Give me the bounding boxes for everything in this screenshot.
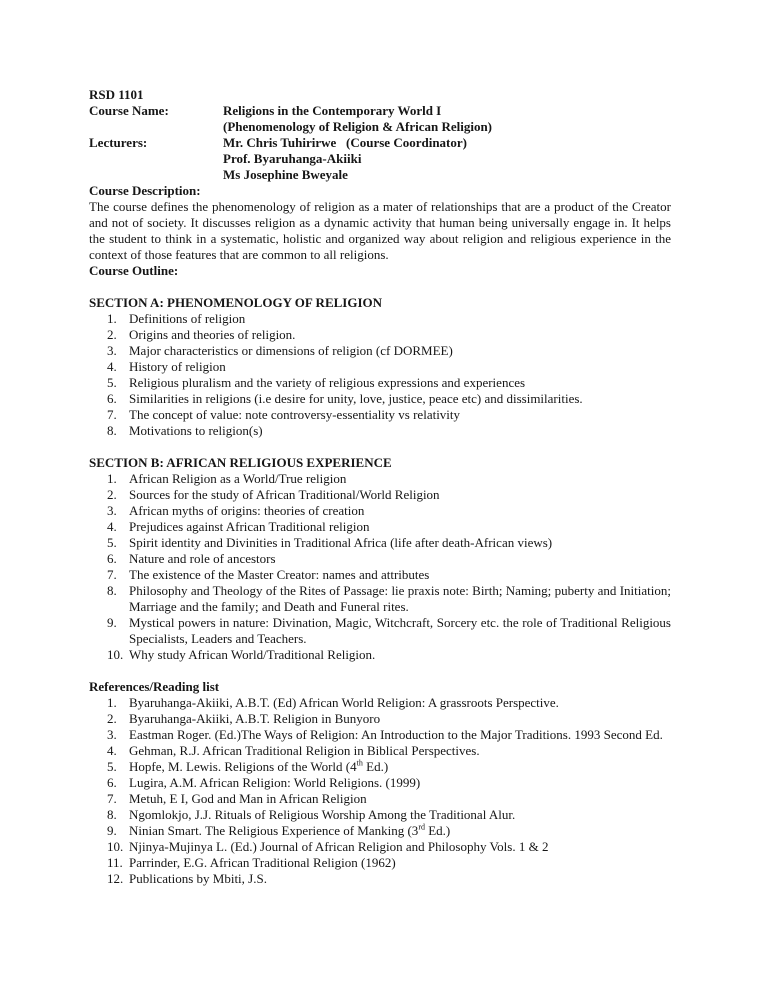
item-text	[129, 855, 396, 870]
item-text: History of religion	[129, 359, 226, 374]
reference-text: Njinya-Mujinya L. (Ed.) Journal of African Religion and Philosophy Vols. 1 & 2	[129, 839, 549, 854]
reference-text: Hopfe, M. Lewis. Religions of the World (4	[129, 759, 357, 774]
reference-text: Eastman Roger. (Ed.)The Ways of Religion: An Introduction to the Major Traditions. 1993 Second Ed.	[129, 727, 663, 742]
list-item	[89, 519, 671, 535]
document-page	[89, 87, 671, 887]
item-number: 5.	[107, 375, 117, 390]
item-text: Philosophy and Theology of the Rites of Passage: lie praxis note: Birth; Naming; puberty and Initiation; Marriage and the family; and Death and Funeral rites.	[129, 583, 671, 614]
superscript-text: rd	[418, 822, 425, 832]
item-text: Major characteristics or dimensions of religion (cf DORMEE)	[129, 343, 453, 358]
references-list	[89, 695, 671, 887]
section-b-list	[89, 471, 671, 663]
item-number: 8.	[107, 807, 117, 822]
course-name-label: Course Name:	[89, 103, 169, 118]
lecturer-3: Ms Josephine Bweyale	[223, 167, 348, 182]
list-item	[89, 487, 671, 503]
reference-item	[89, 743, 671, 759]
item-number: 6.	[107, 775, 117, 790]
course-outline-label: Course Outline:	[89, 263, 179, 278]
item-text: Origins and theories of religion.	[129, 327, 296, 342]
item-text: Why study African World/Traditional Religion.	[129, 647, 376, 662]
item-number: 10.	[107, 839, 124, 854]
section-a-list	[89, 311, 671, 439]
item-number: 7.	[107, 567, 117, 582]
list-item	[89, 423, 671, 439]
item-number: 6.	[107, 551, 117, 566]
item-number: 10.	[107, 647, 124, 662]
item-number: 8.	[107, 423, 117, 438]
list-item	[89, 471, 671, 487]
list-item	[89, 311, 671, 327]
item-number: 5.	[107, 759, 117, 774]
item-number: 9.	[107, 615, 117, 630]
list-item	[89, 327, 671, 343]
reference-item	[89, 791, 671, 807]
reference-item	[89, 727, 671, 743]
references-heading: References/Reading list	[89, 679, 220, 694]
reference-item	[89, 839, 671, 855]
reference-item	[89, 823, 671, 839]
item-number: 7.	[107, 407, 117, 422]
item-text: African myths of origins: theories of creation	[129, 503, 365, 518]
reference-text: Ngomlokjo, J.J. Rituals of Religious Worship Among the Traditional Alur.	[129, 807, 516, 822]
item-text	[129, 871, 267, 886]
reference-item	[89, 759, 671, 775]
reference-text: Byaruhanga-Akiiki, A.B.T. (Ed) African World Religion: A grassroots Perspective.	[129, 695, 559, 710]
item-text	[129, 839, 548, 854]
list-item	[89, 359, 671, 375]
spacer	[89, 279, 671, 295]
item-number: 5.	[107, 535, 117, 550]
list-item	[89, 583, 671, 615]
reference-text-tail: Ed.)	[424, 823, 451, 838]
list-item	[89, 375, 671, 391]
reference-text: Publications by Mbiti, J.S.	[129, 871, 267, 886]
item-text: The concept of value: note controversy-essentiality vs relativity	[129, 407, 461, 422]
course-name-line2: (Phenomenology of Religion & African Religion)	[223, 119, 493, 134]
item-text	[129, 711, 380, 726]
item-text: Religious pluralism and the variety of religious expressions and experiences	[129, 375, 526, 390]
item-number: 11.	[107, 855, 123, 870]
item-number: 3.	[107, 503, 117, 518]
reference-text: Ninian Smart. The Religious Experience of Manking (3	[129, 823, 419, 838]
item-number: 8.	[107, 583, 117, 598]
item-text: Motivations to religion(s)	[129, 423, 263, 438]
reference-item	[89, 775, 671, 791]
item-number: 12.	[107, 871, 124, 886]
item-text	[129, 791, 367, 806]
spacer	[89, 439, 671, 455]
item-number: 4.	[107, 359, 117, 374]
section-b-heading: SECTION B: AFRICAN RELIGIOUS EXPERIENCE	[89, 455, 392, 470]
item-text: African Religion as a World/True religion	[129, 471, 347, 486]
item-number: 4.	[107, 743, 117, 758]
superscript-text: th	[356, 758, 363, 768]
item-number: 9.	[107, 823, 117, 838]
item-text: Similarities in religions (i.e desire for unity, love, justice, peace etc) and dissimilarities.	[129, 391, 583, 406]
lecturer-1: Mr. Chris Tuhirirwe (Course Coordinator)	[223, 135, 467, 150]
item-number: 2.	[107, 487, 117, 502]
list-item	[89, 503, 671, 519]
item-text: Definitions of religion	[129, 311, 246, 326]
reference-text: Metuh, E I, God and Man in African Religion	[129, 791, 367, 806]
reference-text: Parrinder, E.G. African Traditional Religion (1962)	[129, 855, 396, 870]
item-number: 7.	[107, 791, 117, 806]
item-text	[129, 807, 515, 822]
lecturers-label: Lecturers:	[89, 135, 148, 150]
item-text	[129, 727, 663, 742]
item-text	[129, 759, 388, 774]
course-description-label: Course Description:	[89, 183, 201, 198]
item-number: 2.	[107, 327, 117, 342]
list-item	[89, 391, 671, 407]
item-number: 1.	[107, 311, 117, 326]
list-item	[89, 535, 671, 551]
course-header	[89, 87, 671, 183]
item-text: The existence of the Master Creator: names and attributes	[129, 567, 430, 582]
course-name-line1: Religions in the Contemporary World I	[223, 103, 442, 118]
list-item	[89, 567, 671, 583]
item-number: 1.	[107, 695, 117, 710]
reference-item	[89, 807, 671, 823]
item-text	[129, 775, 420, 790]
reference-text-tail: Ed.)	[362, 759, 389, 774]
item-text: Prejudices against African Traditional religion	[129, 519, 370, 534]
item-text: Nature and role of ancestors	[129, 551, 276, 566]
item-text	[129, 823, 450, 838]
item-number: 4.	[107, 519, 117, 534]
course-description-text: The course defines the phenomenology of religion as a mater of relationships that are a product of the Creator and not of society. It discusses religion as a dynamic activity that human being universally engage in. It helps the student to think in a systematic, holistic and organized way about religion and religious experience in the context of those features that are common to all religions.	[89, 199, 671, 262]
reference-text: Gehman, R.J. African Traditional Religion in Biblical Perspectives.	[129, 743, 480, 758]
item-text	[129, 695, 559, 710]
reference-item	[89, 855, 671, 871]
spacer	[89, 663, 671, 679]
item-number: 2.	[107, 711, 117, 726]
list-item	[89, 615, 671, 647]
section-a-heading: SECTION A: PHENOMENOLOGY OF RELIGION	[89, 295, 383, 310]
lecturer-2: Prof. Byaruhanga-Akiiki	[223, 151, 362, 166]
reference-item	[89, 711, 671, 727]
item-text	[129, 743, 480, 758]
list-item	[89, 407, 671, 423]
reference-text: Lugira, A.M. African Religion: World Religions. (1999)	[129, 775, 421, 790]
list-item	[89, 551, 671, 567]
reference-item	[89, 871, 671, 887]
item-number: 3.	[107, 343, 117, 358]
item-number: 3.	[107, 727, 117, 742]
item-number: 6.	[107, 391, 117, 406]
item-text: Spirit identity and Divinities in Traditional Africa (life after death-African views)	[129, 535, 553, 550]
item-number: 1.	[107, 471, 117, 486]
item-text: Mystical powers in nature: Divination, Magic, Witchcraft, Sorcery etc. the role of Traditional Religious Specialists, Leaders and Teachers.	[129, 615, 671, 646]
list-item	[89, 647, 671, 663]
course-code: RSD 1101	[89, 87, 144, 102]
item-text: Sources for the study of African Traditional/World Religion	[129, 487, 440, 502]
reference-item	[89, 695, 671, 711]
reference-text: Byaruhanga-Akiiki, A.B.T. Religion in Bunyoro	[129, 711, 381, 726]
list-item	[89, 343, 671, 359]
